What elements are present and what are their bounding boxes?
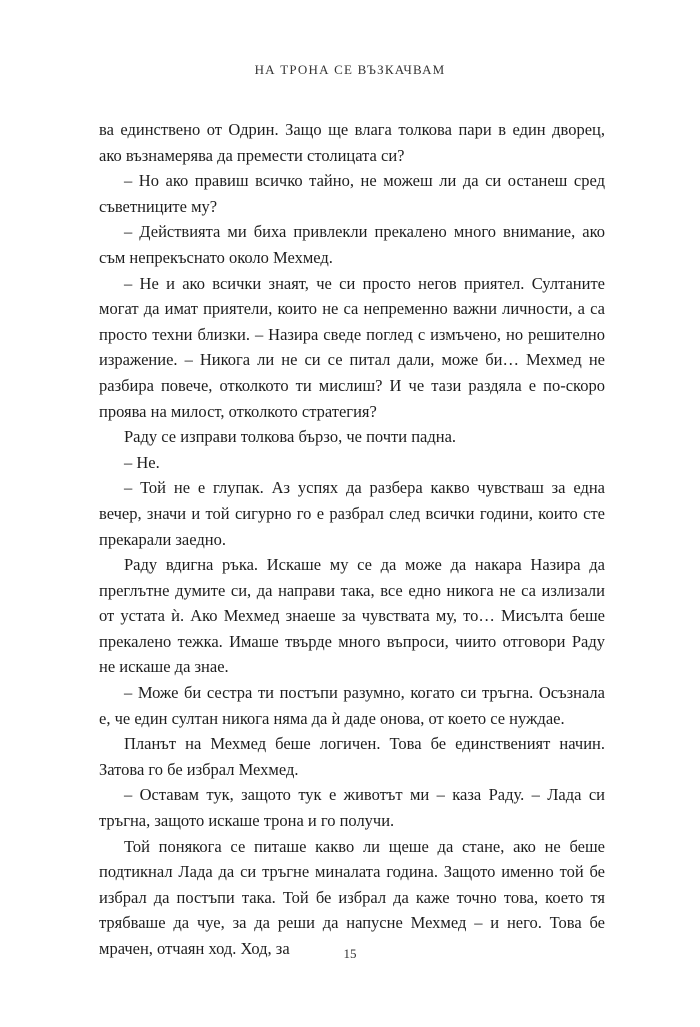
paragraph: Той понякога се питаше какво ли щеше да стане, ако не беше подтикнал Лада да си тръгне миналата година. Защото именно той бе избрал да постъпи така. Той бе избрал да каже точно това, което тя трябваше да чуе, за да реши да напусне Мехмед – и него. Това бе мрачен, отчаян ход. Ход, за	[99, 836, 605, 958]
paragraph: – Действията ми биха привлекли прекалено много внимание, ако съм непрекъснато около Мехмед.	[99, 222, 605, 267]
paragraph: – Оставам тук, защото тук е животът ми – каза Раду. – Лада си тръгна, защото искаше трона и го получи.	[99, 785, 605, 831]
page-number: 15	[343, 946, 357, 961]
paragraph: ва единствено от Одрин. Защо ще влага толкова пари в един дворец, ако възнамерява да премести столицата си?	[99, 120, 605, 165]
paragraph: – Не и ако всички знаят, че си просто негов приятел. Султаните могат да имат приятели, които не са непременно важни личности, а са просто техни близки. – Назира сведе поглед с измъчено, но решително изражение. – Никога ли не си се питал дали, може би… Мехмед не разбира повече, отколкото ти мислиш? И че тази раздяла е по-скоро проява на милост, отколкото стратегия?	[99, 273, 605, 421]
paragraph: Планът на Мехмед беше логичен. Това бе единственият начин. Затова го бе избрал Мехмед.	[99, 734, 605, 779]
body-text	[99, 117, 605, 962]
paragraph: – Но ако правиш всичко тайно, не можеш ли да си останеш сред съветниците му?	[99, 171, 605, 216]
paragraph: – Той не е глупак. Аз успях да разбера какво чувстваш за една вечер, значи и той сигурно го е разбрал след всички години, които сте прекарали заедно.	[99, 478, 605, 549]
running-head: НА ТРОНА СЕ ВЪЗКАЧВАМ	[254, 62, 446, 77]
paragraph: Раду се изправи толкова бързо, че почти падна.	[124, 427, 457, 447]
paragraph: Раду вдигна ръка. Искаше му се да може да накара Назира да преглътне думите си, да направи така, все едно никога не са излизали от устата ѝ. Ако Мехмед знаеше за чувствата му, то… Мисълта беше прекалено тежка. Имаше твърде много въпроси, чиито отговори Раду не искаше да знае.	[99, 555, 605, 677]
paragraph: – Не.	[124, 452, 160, 472]
paragraph: – Може би сестра ти постъпи разумно, когато си тръгна. Осъзнала е, че един султан никога няма да ѝ даде онова, от което се нуждае.	[99, 683, 605, 728]
